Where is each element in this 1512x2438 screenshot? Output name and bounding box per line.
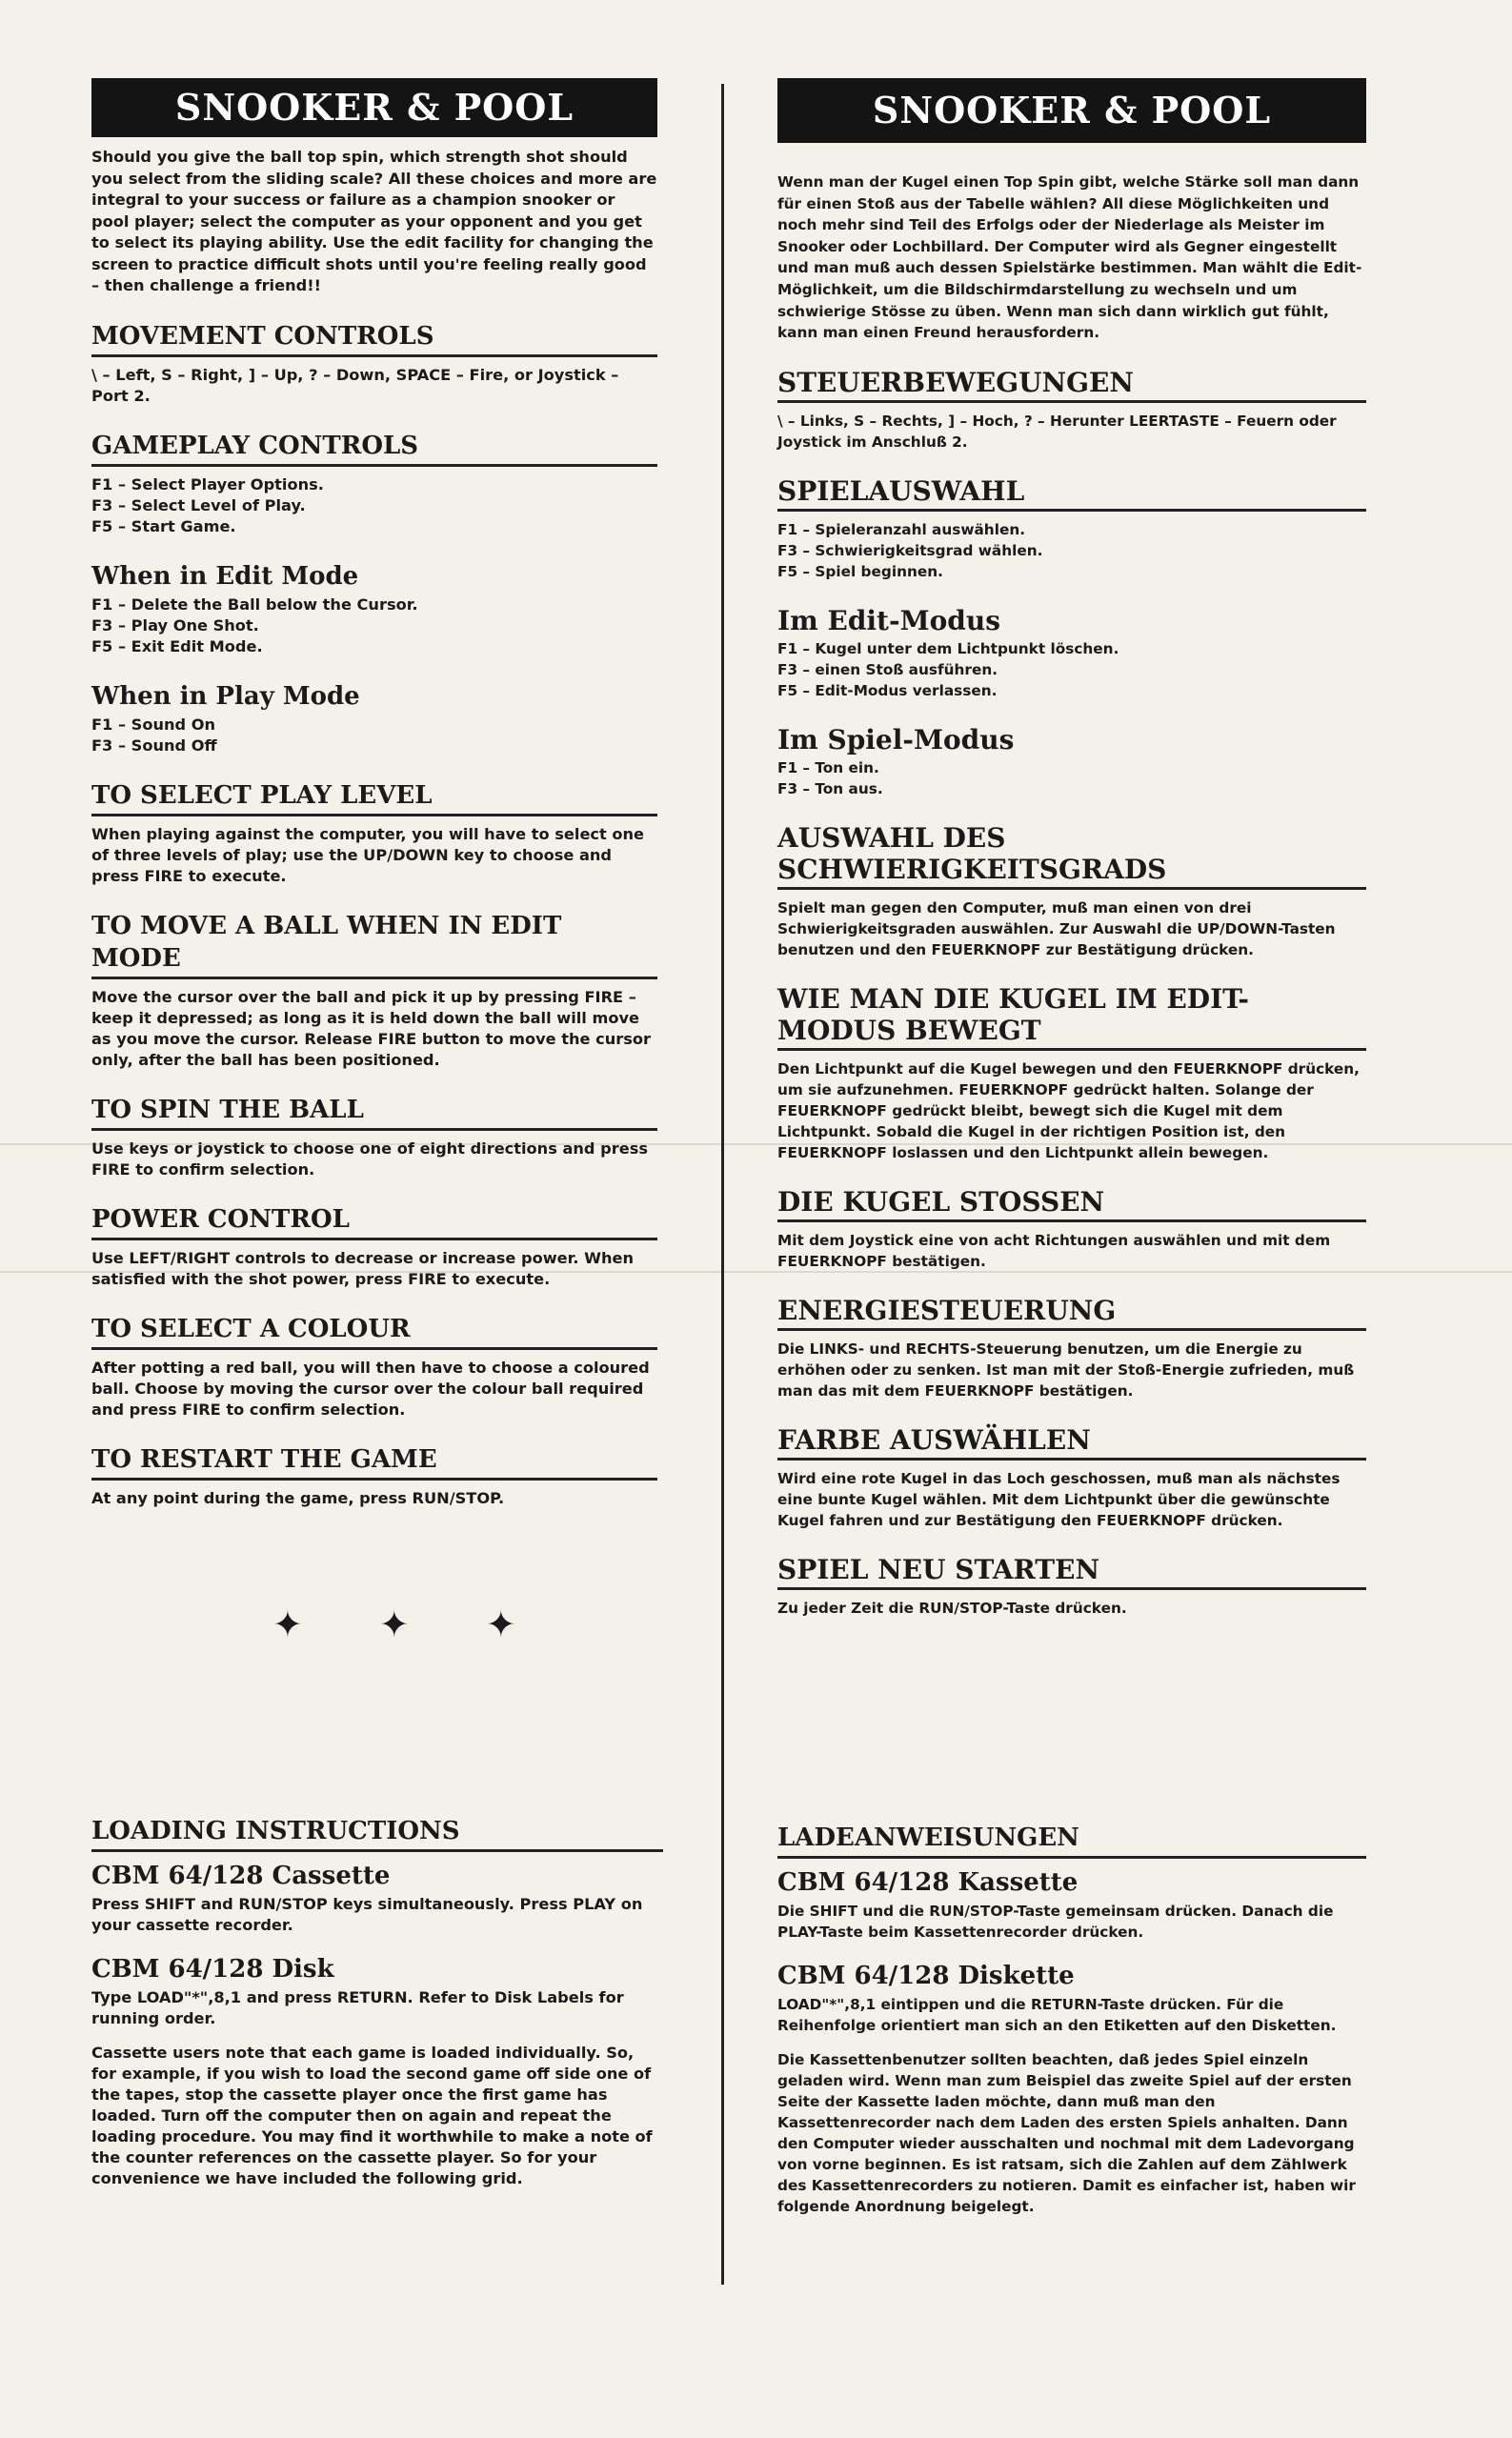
list-item: F1 – Sound On <box>91 715 216 734</box>
section-heading: SPIEL NEU STARTEN <box>777 1554 1366 1590</box>
intro-text: Should you give the ball top spin, which strength shot should you select from the sliding scale? All these choices and more are integral to your success or failure as a champion snooker or pool player; select the computer as your opponent and you get to select its playing ability. Use the edit facility for changing the screen to practice difficult shots until you're feeling really good – then challenge a friend!! <box>91 148 657 294</box>
section-heading: TO MOVE A BALL WHEN IN EDIT MODE <box>91 910 657 979</box>
edit-modus-section <box>777 605 1366 701</box>
list-item: F3 – Sound Off <box>91 735 217 755</box>
colour-section <box>91 1313 657 1420</box>
gameplay-section <box>91 430 657 537</box>
steuer-section <box>777 367 1366 453</box>
restart-section <box>91 1443 657 1509</box>
section-text: Use keys or joystick to choose one of eight directions and press FIRE to confirm selection. <box>91 1138 648 1179</box>
section-heading: DIE KUGEL STOSSEN <box>777 1186 1366 1222</box>
section-text: Den Lichtpunkt auf die Kugel bewegen und den FEUERKNOPF drücken, um sie aufzunehmen. FEUERKNOPF gedrückt halten. Solange der FEUERKNOPF gedrückt bleibt, bewegt sich die Kugel mit dem Lichtpunkt. Sobald die Kugel in der richtigen Position ist, den FEUERKNOPF loslassen und den Lichtpunkt allein bewegen. <box>777 1059 1360 1161</box>
list-item: F1 – Delete the Ball below the Cursor. <box>91 594 418 614</box>
section-text: Use LEFT/RIGHT controls to decrease or increase power. When satisfied with the shot power, press FIRE to execute. <box>91 1248 634 1288</box>
title-banner: SNOOKER & POOL <box>777 78 1366 143</box>
section-text: Zu jeder Zeit die RUN/STOP-Taste drücken. <box>777 1599 1127 1617</box>
list-item: F3 – Play One Shot. <box>91 615 259 635</box>
list-item: F1 – Spieleranzahl auswählen. <box>777 520 1026 538</box>
play-mode-section <box>91 680 657 756</box>
german-column <box>777 78 1366 1619</box>
section-text: Cassette users note that each game is loaded individually. So, for example, if you wish to load the second game off side one of the tapes, stop the cassette player once the first game has loaded. Turn off the computer then on again and repeat the loading procedure. You may find it worthwhile to make a note of the counter references on the cassette player. So for your convenience we have included the following grid. <box>91 2044 653 2187</box>
section-heading: GAMEPLAY CONTROLS <box>91 430 657 467</box>
farbe-section <box>777 1424 1366 1531</box>
list-item: F3 – Ton aus. <box>777 779 883 797</box>
section-text: Press SHIFT and RUN/STOP keys simultaneously. Press PLAY on your cassette recorder. <box>91 1895 643 1934</box>
section-text: LOAD"*",8,1 eintippen und die RETURN-Taste drücken. Für die Reihenfolge orientiert man sich an den Etiketten auf den Disketten. <box>777 1996 1337 2034</box>
subsection-heading: CBM 64/128 Diskette <box>777 1962 1075 1990</box>
stossen-section <box>777 1186 1366 1272</box>
section-heading: POWER CONTROL <box>91 1203 657 1240</box>
section-text: Die SHIFT und die RUN/STOP-Taste gemeinsam drücken. Danach die PLAY-Taste beim Kassettenrecorder drücken. <box>777 1903 1334 1941</box>
section-heading: When in Edit Mode <box>91 561 359 591</box>
list-item: F5 – Spiel beginnen. <box>777 562 943 580</box>
edit-mode-section <box>91 560 657 657</box>
section-heading: Im Spiel-Modus <box>777 723 1015 756</box>
section-text: At any point during the game, press RUN/STOP. <box>91 1488 505 1507</box>
star-ornament-icon: ✦ ✦ ✦ <box>272 1603 549 1645</box>
kugel-edit-section <box>777 983 1366 1163</box>
title-banner: SNOOKER & POOL <box>91 78 657 137</box>
neustart-section <box>777 1554 1366 1619</box>
section-text: When playing against the computer, you will have to select one of three levels of play; use the UP/DOWN key to choose and press FIRE to execute. <box>91 824 645 885</box>
section-heading: AUSWAHL DES SCHWIERIGKEITSGRADS <box>777 822 1366 890</box>
list-item: F3 – Select Level of Play. <box>91 495 306 514</box>
section-heading: TO SPIN THE BALL <box>91 1094 657 1131</box>
section-heading: WIE MAN DIE KUGEL IM EDIT-MODUS BEWEGT <box>777 983 1366 1051</box>
section-heading: FARBE AUSWÄHLEN <box>777 1424 1366 1461</box>
movement-section <box>91 320 657 407</box>
list-item: F1 – Ton ein. <box>777 758 879 776</box>
section-text: Die Kassettenbenutzer sollten beachten, daß jedes Spiel einzeln geladen wird. Wenn man zum Beispiel das zweite Spiel auf der ersten Seite der Kassette laden möchte, dann muß man den Kassettenrecorder nach dem Laden des ersten Spiels anhalten. Dann den Computer wieder ausschalten und nochmal mit dem Ladevorgang von vorne beginnen. Es ist ratsam, sich die Zahlen auf dem Zählwerk des Kassettenrecorders zu notieren. Damit es einfacher ist, haben wir folgende Anordnung beigelegt. <box>777 2051 1356 2215</box>
loading-instructions-en <box>91 1815 663 2189</box>
section-heading: LADEANWEISUNGEN <box>777 1822 1366 1859</box>
section-heading: STEUERBEWEGUNGEN <box>777 367 1366 403</box>
list-item: F1 – Select Player Options. <box>91 474 324 494</box>
select-level-section <box>91 779 657 887</box>
move-ball-section <box>91 910 657 1071</box>
section-text: \ – Left, S – Right, ] – Up, ? – Down, SPACE – Fire, or Joystick – Port 2. <box>91 365 619 405</box>
section-heading: ENERGIESTEUERUNG <box>777 1295 1366 1331</box>
section-heading: TO SELECT PLAY LEVEL <box>91 779 657 816</box>
list-item: F1 – Kugel unter dem Lichtpunkt löschen. <box>777 639 1119 657</box>
spiel-modus-section <box>777 724 1366 799</box>
section-text: Wird eine rote Kugel in das Loch geschossen, muß man als nächstes eine bunte Kugel wählen. Mit dem Lichtpunkt über die gewünschte Kugel fahren und zur Bestätigung den FEUERKNOPF drücken. <box>777 1469 1341 1529</box>
energie-section <box>777 1295 1366 1401</box>
list-item: F5 – Start Game. <box>91 516 236 535</box>
section-text: Mit dem Joystick eine von acht Richtungen auswählen und mit dem FEUERKNOPF bestätigen. <box>777 1231 1331 1270</box>
english-column <box>91 78 657 1509</box>
section-text: \ – Links, S – Rechts, ] – Hoch, ? – Herunter LEERTASTE – Feuern oder Joystick im Anschluß 2. <box>777 412 1337 451</box>
section-text: Spielt man gegen den Computer, muß man einen von drei Schwierigkeitsgraden auswählen. Zur Auswahl die UP/DOWN-Tasten benutzen und den FEUERKNOPF zur Bestätigung drücken. <box>777 898 1336 958</box>
loading-instructions-de <box>777 1822 1366 2217</box>
subsection-heading: CBM 64/128 Kassette <box>777 1868 1079 1897</box>
section-heading: LOADING INSTRUCTIONS <box>91 1815 663 1852</box>
subsection-heading: CBM 64/128 Cassette <box>91 1862 391 1890</box>
subsection-heading: CBM 64/128 Disk <box>91 1955 334 1984</box>
list-item: F3 – Schwierigkeitsgrad wählen. <box>777 541 1043 559</box>
section-text: Move the cursor over the ball and pick it up by pressing FIRE – keep it depressed; as long as it is held down the ball will move as you move the cursor. Release FIRE button to move the cursor only, after the ball has been positioned. <box>91 987 651 1069</box>
section-heading: MOVEMENT CONTROLS <box>91 320 657 357</box>
intro-text: Wenn man der Kugel einen Top Spin gibt, welche Stärke soll man dann für einen Stoß aus der Tabelle wählen? All diese Möglichkeiten und noch mehr sind Teil des Erfolgs oder der Niederlage als Meister im Snooker oder Lochbillard. Der Computer wird als Gegner eingestellt und man muß auch dessen Spielstärke bestimmen. Man wählt die Edit-Möglichkeit, um die Bildschirmdarstellung zu wechseln und um schwierige Stösse zu üben. Wenn man sich dann wirklich gut fühlt, kann man einen Freund herausfordern. <box>777 173 1362 342</box>
column-divider <box>721 84 724 2285</box>
power-section <box>91 1203 657 1290</box>
section-text: Die LINKS- und RECHTS-Steuerung benutzen, um die Energie zu erhöhen oder zu senken. Ist man mit der Stoß-Energie zufrieden, muß man das mit dem FEUERKNOPF bestätigen. <box>777 1340 1355 1400</box>
section-text: Type LOAD"*",8,1 and press RETURN. Refer to Disk Labels for running order. <box>91 1988 624 2027</box>
spin-section <box>91 1094 657 1180</box>
section-heading: When in Play Mode <box>91 681 360 711</box>
spielauswahl-section <box>777 475 1366 582</box>
schwierigkeit-section <box>777 822 1366 960</box>
list-item: F5 – Exit Edit Mode. <box>91 636 263 655</box>
section-heading: SPIELAUSWAHL <box>777 475 1366 512</box>
section-text: After potting a red ball, you will then have to choose a coloured ball. Choose by moving the cursor over the colour ball required and press FIRE to confirm selection. <box>91 1358 650 1419</box>
section-heading: Im Edit-Modus <box>777 604 1000 636</box>
list-item: F3 – einen Stoß ausführen. <box>777 660 998 678</box>
section-heading: TO RESTART THE GAME <box>91 1443 657 1481</box>
section-heading: TO SELECT A COLOUR <box>91 1313 657 1350</box>
list-item: F5 – Edit-Modus verlassen. <box>777 681 998 699</box>
